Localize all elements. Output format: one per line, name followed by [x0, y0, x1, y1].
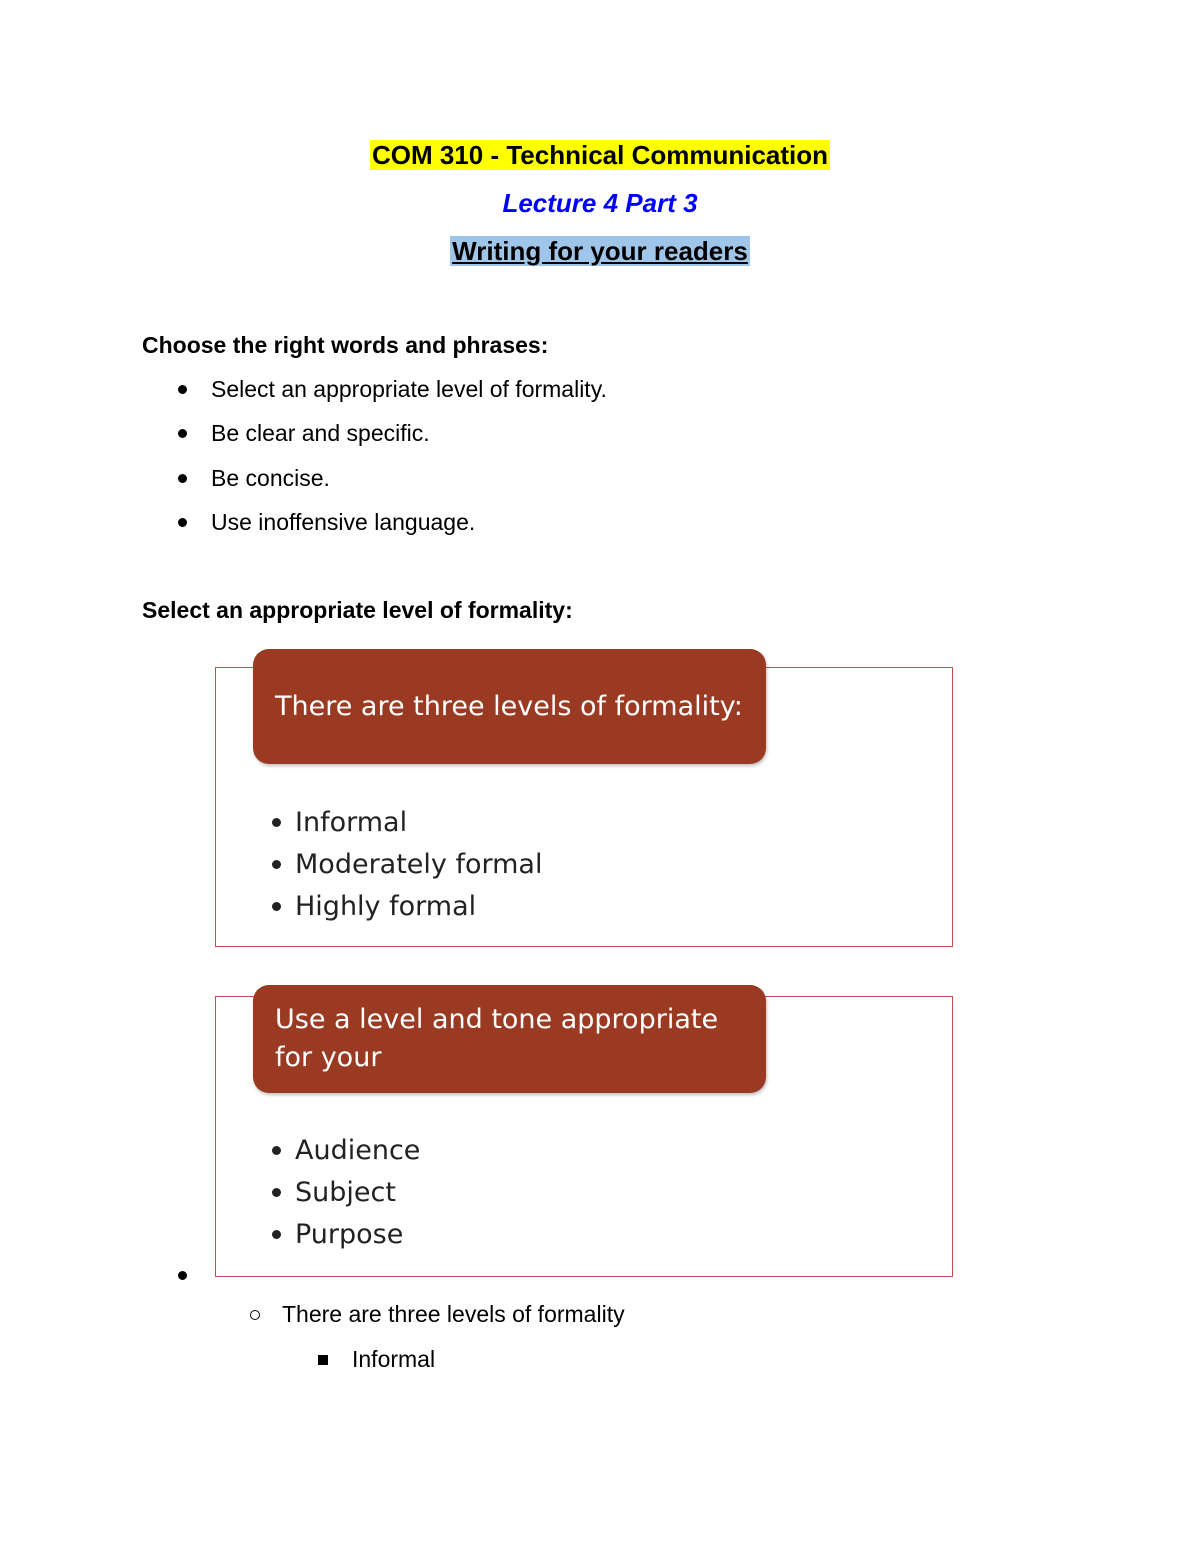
bullet-icon: [272, 818, 281, 827]
sub-sub-list-item: [318, 1346, 435, 1373]
slide-header-text: There are three levels of formality:: [275, 690, 743, 722]
slide-header-text-line1: Use a level and tone appropriate: [275, 1004, 719, 1035]
slide-list-item-text: Subject: [295, 1176, 396, 1208]
slide-list-item: [272, 1213, 420, 1255]
slide-list: [272, 801, 542, 927]
slide-list-item: [272, 885, 542, 927]
slide-header-box: [253, 649, 766, 764]
list-item: [178, 420, 430, 447]
list-item-text: Use inoffensive language.: [211, 509, 476, 535]
slide-list-item-text: Purpose: [295, 1218, 404, 1250]
topic-title: Writing for your readers: [452, 236, 748, 266]
course-title-line: [0, 140, 1200, 171]
slide-list-item: [272, 1171, 420, 1213]
slide-list-item: [272, 843, 542, 885]
lecture-line: [0, 188, 1200, 219]
circle-bullet-icon: [250, 1310, 260, 1320]
list-item: [178, 465, 330, 492]
bullet-icon: [178, 1271, 187, 1280]
sub-list-item-text: There are three levels of formality: [282, 1301, 625, 1327]
slide-list: [272, 1129, 420, 1255]
empty-list-item: [178, 1267, 211, 1285]
slide-list-item-text: Informal: [295, 806, 408, 838]
list-item-text: Select an appropriate level of formality.: [211, 376, 607, 402]
slide-header-text-line2: for your: [275, 1042, 382, 1073]
bullet-icon: [178, 518, 187, 527]
section-heading-words: Choose the right words and phrases:: [142, 332, 549, 358]
list-item-text: Be clear and specific.: [211, 420, 430, 446]
bullet-icon: [178, 429, 187, 438]
slide-list-item-text: Moderately formal: [295, 848, 543, 880]
square-bullet-icon: [318, 1355, 328, 1365]
slide-list-item-text: Audience: [295, 1134, 421, 1166]
bullet-icon: [272, 1146, 281, 1155]
sub-sub-list-item-text: Informal: [352, 1346, 436, 1372]
slide-list-item-text: Highly formal: [295, 890, 477, 922]
list-item: [178, 509, 475, 536]
slide-list-item: [272, 1129, 420, 1171]
bullet-icon: [178, 385, 187, 394]
course-title: COM 310 - Technical Communication: [371, 140, 829, 170]
bullet-icon: [272, 1188, 281, 1197]
list-item: [178, 376, 607, 403]
bullet-icon: [178, 474, 187, 483]
slide-header-box: [253, 985, 766, 1093]
section-heading-formality: Select an appropriate level of formality:: [142, 597, 573, 623]
bullet-icon: [272, 860, 281, 869]
lecture-subtitle: Lecture 4 Part 3: [502, 188, 698, 218]
sub-list-item: [250, 1301, 625, 1328]
topic-line: [0, 236, 1200, 267]
bullet-icon: [272, 902, 281, 911]
slide-list-item: [272, 801, 542, 843]
list-item-text: Be concise.: [211, 465, 330, 491]
bullet-icon: [272, 1230, 281, 1239]
